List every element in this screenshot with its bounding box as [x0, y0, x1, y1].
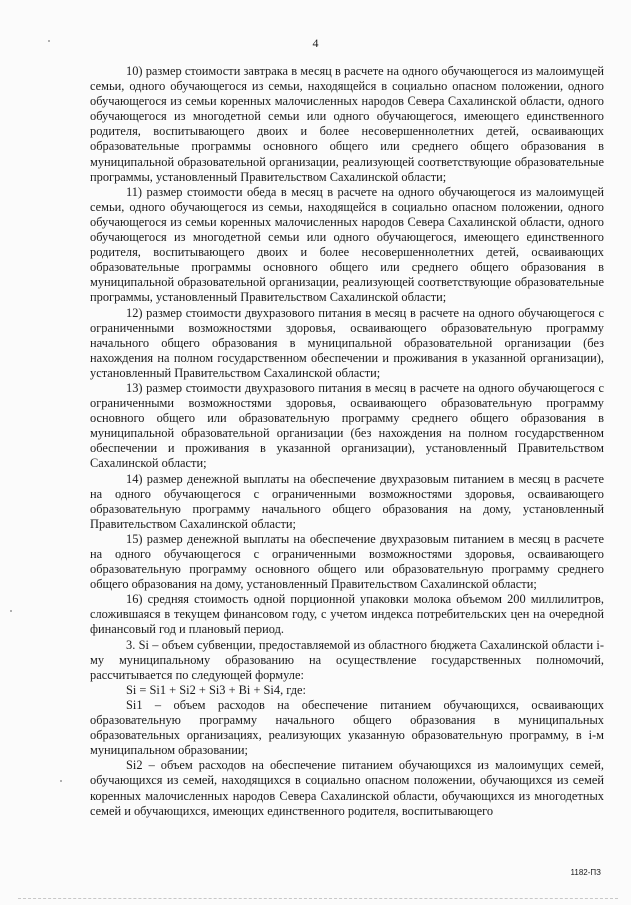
paragraph-12: 12) размер стоимости двухразового питания в месяц в расчете на одного обучающегося с ограниченными возможностями здоровья, осваивающего образовательную программу начального общего образования в муниципальной образовательной организации (без нахождения на полном государственном обеспечении и проживания в указанной организации), установленный Правительством Сахалинской области; — [90, 305, 604, 380]
formula-line: Si = Si1 + Si2 + Si3 + Bi + Si4, где: — [126, 682, 306, 697]
scan-speck — [60, 780, 62, 782]
page-number: 4 — [312, 36, 319, 50]
scan-speck — [48, 40, 50, 42]
paragraph-si2: Si2 – объем расходов на обеспечение питанием обучающихся из малоимущих семей, обучающихся из семей, находящихся в социально опасном положении, обучающихся из семей коренных малочисленных народов Севера Сахалинской области, обучающихся из многодетных семей и обучающихся, имеющих единственного родителя, воспитывающего — [90, 758, 604, 818]
paragraph-si1: Si1 – объем расходов на обеспечение питанием обучающихся, осваивающих образовательную программу начального общего образования в муниципальных образовательных организациях, реализующих указанную образовательную программу, в i-м муниципальном образовании; — [90, 697, 604, 758]
paragraph-13: 13) размер стоимости двухразового питания в месяц в расчете на одного обучающегося с ограниченными возможностями здоровья, осваивающего образовательную программу основного общего или образовательную программу среднего общего образования в муниципальной образовательной организации (без нахождения на полном государственном обеспечении и проживания в указанной организации), установленный Правительством Сахалинской области; — [90, 380, 604, 471]
document-code: 1182-ПЗ — [570, 868, 601, 877]
scan-edge-divider — [18, 898, 618, 899]
paragraph-16: 16) средняя стоимость одной порционной упаковки молока объемом 200 миллилитров, сложившаяся в текущем финансовом году, с учетом индекса потребительских цен на очередной финансовый год и плановый период. — [90, 592, 604, 637]
paragraph-14: 14) размер денежной выплаты на обеспечение двухразовым питанием в месяц в расчете на одного обучающегося с ограниченными возможностями здоровья, осваивающего образовательную программу начального общего образования на дому, установленный Правительством Сахалинской области; — [90, 471, 604, 531]
document-body — [90, 64, 604, 819]
scan-speck — [10, 610, 12, 612]
paragraph-15: 15) размер денежной выплаты на обеспечение двухразовым питанием в месяц в расчете на одного обучающегося с ограниченными возможностями здоровья, осваивающего образовательную программу основного общего или образовательную программу среднего общего образования на дому, установленный Правительством Сахалинской области; — [90, 531, 604, 592]
paragraph-section-3: 3. Si – объем субвенции, предоставляемой из областного бюджета Сахалинской области i-му муниципальному образованию на осуществление государственных полномочий, рассчитывается по следующей формуле: — [90, 637, 604, 682]
paragraph-11: 11) размер стоимости обеда в месяц в расчете на одного обучающегося из малоимущей семьи, одного обучающегося из семьи, находящейся в социально опасном положении, одного обучающегося из семьи коренных малочисленных народов Севера Сахалинской области, одного обучающегося из многодетной семьи или одного обучающегося, имеющего единственного родителя, воспитывающего двоих и более несовершеннолетних детей, осваивающих образовательные программы основного общего или среднего общего образования в муниципальной образовательной организации, реализующей соответствующие образовательные программы, установленный Правительством Сахалинской области; — [90, 184, 604, 305]
paragraph-10: 10) размер стоимости завтрака в месяц в расчете на одного обучающегося из малоимущей семьи, одного обучающегося из семьи, находящейся в социально опасном положении, одного обучающегося из семьи коренных малочисленных народов Севера Сахалинской области, одного обучающегося из многодетной семьи или одного обучающегося, имеющего единственного родителя, воспитывающего двоих и более несовершеннолетних детей, осваивающих образовательные программы основного общего или среднего общего образования в муниципальной образовательной организации, реализующей соответствующие образовательные программы, установленный Правительством Сахалинской области; — [90, 64, 604, 184]
